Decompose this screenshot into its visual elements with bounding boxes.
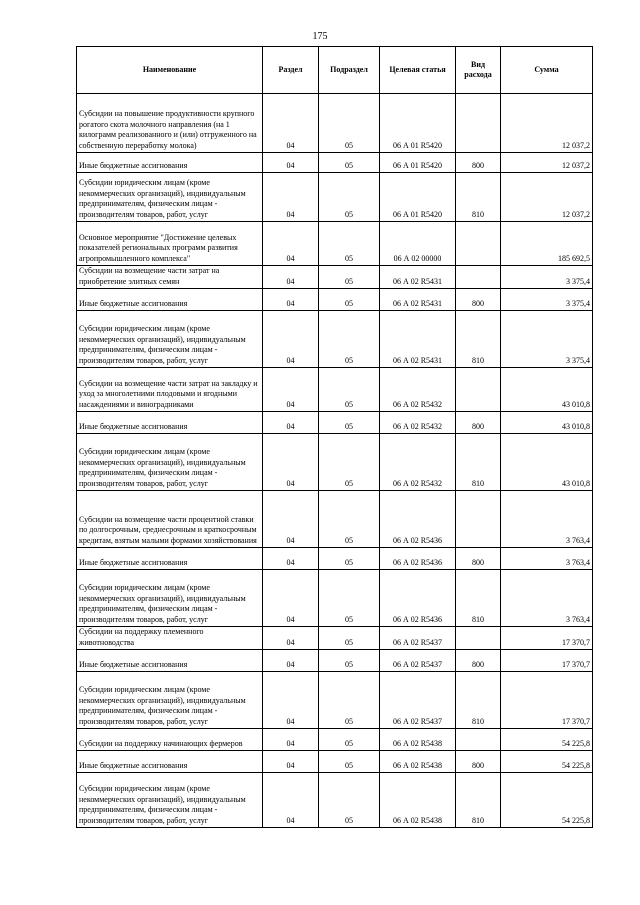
- row-razdel: 04: [263, 94, 319, 153]
- row-podrazdel: 05: [319, 773, 380, 828]
- row-razdel: 04: [263, 650, 319, 672]
- row-statya: 06 А 02 R5437: [380, 650, 456, 672]
- row-razdel: 04: [263, 173, 319, 222]
- row-name: Субсидии юридическим лицам (кроме некоммерческих организаций), индивидуальным предпринимателям, физическим лицам - производителям товаров, работ, услуг: [77, 173, 263, 222]
- row-vid: 810: [456, 173, 501, 222]
- table-row: [77, 94, 593, 153]
- table-row: [77, 627, 593, 650]
- row-summa: 43 010,8: [501, 412, 593, 434]
- row-name: Иные бюджетные ассигнования: [77, 289, 263, 311]
- table-row: [77, 570, 593, 627]
- table-row: [77, 368, 593, 412]
- table-row: [77, 173, 593, 222]
- row-podrazdel: 05: [319, 289, 380, 311]
- row-podrazdel: 05: [319, 368, 380, 412]
- row-vid: [456, 368, 501, 412]
- row-summa: 12 037,2: [501, 173, 593, 222]
- row-name: Субсидии юридическим лицам (кроме некоммерческих организаций), индивидуальным предпринимателям, физическим лицам - производителям товаров, работ, услуг: [77, 570, 263, 627]
- row-statya: 06 А 01 R5420: [380, 94, 456, 153]
- row-statya: 06 А 02 00000: [380, 222, 456, 266]
- row-podrazdel: 05: [319, 173, 380, 222]
- table-row: [77, 222, 593, 266]
- row-razdel: 04: [263, 412, 319, 434]
- row-summa: 17 370,7: [501, 672, 593, 729]
- row-name: Иные бюджетные ассигнования: [77, 751, 263, 773]
- row-podrazdel: 05: [319, 412, 380, 434]
- row-summa: 3 763,4: [501, 548, 593, 570]
- row-name: Субсидии на возмещение части процентной ставки по долгосрочным, среднесрочным и краткосрочным кредитам, взятым малыми формами хозяйствования: [77, 491, 263, 548]
- row-name: Иные бюджетные ассигнования: [77, 548, 263, 570]
- row-statya: 06 А 02 R5431: [380, 266, 456, 289]
- row-summa: 43 010,8: [501, 368, 593, 412]
- row-razdel: 04: [263, 434, 319, 491]
- row-vid: [456, 222, 501, 266]
- row-razdel: 04: [263, 729, 319, 751]
- row-podrazdel: 05: [319, 570, 380, 627]
- row-vid: 800: [456, 548, 501, 570]
- row-statya: 06 А 02 R5438: [380, 773, 456, 828]
- row-razdel: 04: [263, 153, 319, 173]
- table-row: [77, 751, 593, 773]
- row-name: Иные бюджетные ассигнования: [77, 650, 263, 672]
- row-razdel: 04: [263, 570, 319, 627]
- table-row: [77, 434, 593, 491]
- row-statya: 06 А 02 R5436: [380, 570, 456, 627]
- table-body: [77, 94, 593, 828]
- row-vid: [456, 627, 501, 650]
- row-razdel: 04: [263, 368, 319, 412]
- header-summa: Сумма: [501, 47, 593, 94]
- table-row: [77, 729, 593, 751]
- row-name: Основное мероприятие "Достижение целевых показателей региональных программ развития агропромышленного комплекса": [77, 222, 263, 266]
- row-statya: 06 А 02 R5432: [380, 412, 456, 434]
- page-number: 175: [312, 31, 328, 42]
- row-summa: 54 225,8: [501, 773, 593, 828]
- row-name: Субсидии юридическим лицам (кроме некоммерческих организаций), индивидуальным предпринимателям, физическим лицам - производителям товаров, работ, услуг: [77, 672, 263, 729]
- row-name: Субсидии юридическим лицам (кроме некоммерческих организаций), индивидуальным предпринимателям, физическим лицам - производителям товаров, работ, услуг: [77, 311, 263, 368]
- row-vid: [456, 491, 501, 548]
- row-statya: 06 А 02 R5437: [380, 627, 456, 650]
- table-row: [77, 153, 593, 173]
- row-vid: 810: [456, 434, 501, 491]
- row-summa: 17 370,7: [501, 650, 593, 672]
- row-vid: 810: [456, 672, 501, 729]
- row-vid: [456, 729, 501, 751]
- row-statya: 06 А 02 R5437: [380, 672, 456, 729]
- row-summa: 12 037,2: [501, 153, 593, 173]
- row-podrazdel: 05: [319, 729, 380, 751]
- row-podrazdel: 05: [319, 751, 380, 773]
- row-summa: 3 763,4: [501, 491, 593, 548]
- row-summa: 3 375,4: [501, 266, 593, 289]
- row-vid: 810: [456, 570, 501, 627]
- budget-table: [76, 46, 593, 828]
- row-statya: 06 А 01 R5420: [380, 173, 456, 222]
- row-name: Субсидии на поддержку начинающих фермеров: [77, 729, 263, 751]
- row-summa: 43 010,8: [501, 434, 593, 491]
- row-summa: 54 225,8: [501, 729, 593, 751]
- row-name: Субсидии на повышение продуктивности крупного рогатого скота молочного направления (на 1 килограмм реализованного и (или) отгруженного на собственную переработку молока): [77, 94, 263, 153]
- row-name: Субсидии на возмещение части затрат на приобретение элитных семян: [77, 266, 263, 289]
- row-name: Иные бюджетные ассигнования: [77, 412, 263, 434]
- row-razdel: 04: [263, 773, 319, 828]
- table-row: [77, 773, 593, 828]
- row-name: Субсидии на возмещение части затрат на закладку и уход за многолетними плодовыми и ягодными насаждениями и виноградниками: [77, 368, 263, 412]
- row-razdel: 04: [263, 627, 319, 650]
- row-vid: 800: [456, 751, 501, 773]
- row-vid: 800: [456, 412, 501, 434]
- table-row: [77, 289, 593, 311]
- row-razdel: 04: [263, 266, 319, 289]
- row-summa: 12 037,2: [501, 94, 593, 153]
- header-vid: Вид расхода: [456, 47, 501, 94]
- table-row: [77, 311, 593, 368]
- row-statya: 06 А 01 R5420: [380, 153, 456, 173]
- row-summa: 3 375,4: [501, 311, 593, 368]
- row-podrazdel: 05: [319, 311, 380, 368]
- row-podrazdel: 05: [319, 434, 380, 491]
- row-podrazdel: 05: [319, 94, 380, 153]
- header-statya: Целевая статья: [380, 47, 456, 94]
- row-name: Субсидии на поддержку племенного животноводства: [77, 627, 263, 650]
- row-razdel: 04: [263, 491, 319, 548]
- row-statya: 06 А 02 R5432: [380, 368, 456, 412]
- table-row: [77, 672, 593, 729]
- row-razdel: 04: [263, 548, 319, 570]
- header-podrazdel: Подраздел: [319, 47, 380, 94]
- row-statya: 06 А 02 R5431: [380, 289, 456, 311]
- row-podrazdel: 05: [319, 627, 380, 650]
- row-statya: 06 А 02 R5436: [380, 548, 456, 570]
- row-razdel: 04: [263, 672, 319, 729]
- row-statya: 06 А 02 R5431: [380, 311, 456, 368]
- header-razdel: Раздел: [263, 47, 319, 94]
- table-row: [77, 650, 593, 672]
- table-row: [77, 412, 593, 434]
- row-podrazdel: 05: [319, 548, 380, 570]
- row-statya: 06 А 02 R5438: [380, 729, 456, 751]
- row-vid: 800: [456, 289, 501, 311]
- row-podrazdel: 05: [319, 672, 380, 729]
- row-summa: 3 763,4: [501, 570, 593, 627]
- row-vid: 800: [456, 650, 501, 672]
- row-summa: 17 370,7: [501, 627, 593, 650]
- row-summa: 185 692,5: [501, 222, 593, 266]
- row-razdel: 04: [263, 289, 319, 311]
- header-name: Наименование: [77, 47, 263, 94]
- table-row: [77, 548, 593, 570]
- row-statya: 06 А 02 R5438: [380, 751, 456, 773]
- row-vid: [456, 266, 501, 289]
- table-header-row: [77, 47, 593, 94]
- row-vid: 810: [456, 773, 501, 828]
- row-podrazdel: 05: [319, 153, 380, 173]
- row-razdel: 04: [263, 222, 319, 266]
- row-statya: 06 А 02 R5432: [380, 434, 456, 491]
- row-summa: 54 225,8: [501, 751, 593, 773]
- table-row: [77, 266, 593, 289]
- row-podrazdel: 05: [319, 491, 380, 548]
- row-summa: 3 375,4: [501, 289, 593, 311]
- row-vid: 810: [456, 311, 501, 368]
- row-vid: [456, 94, 501, 153]
- row-razdel: 04: [263, 751, 319, 773]
- table-row: [77, 491, 593, 548]
- row-vid: 800: [456, 153, 501, 173]
- row-name: Субсидии юридическим лицам (кроме некоммерческих организаций), индивидуальным предпринимателям, физическим лицам - производителям товаров, работ, услуг: [77, 773, 263, 828]
- row-name: Субсидии юридическим лицам (кроме некоммерческих организаций), индивидуальным предпринимателям, физическим лицам - производителям товаров, работ, услуг: [77, 434, 263, 491]
- row-podrazdel: 05: [319, 266, 380, 289]
- row-name: Иные бюджетные ассигнования: [77, 153, 263, 173]
- row-statya: 06 А 02 R5436: [380, 491, 456, 548]
- row-podrazdel: 05: [319, 650, 380, 672]
- row-podrazdel: 05: [319, 222, 380, 266]
- row-razdel: 04: [263, 311, 319, 368]
